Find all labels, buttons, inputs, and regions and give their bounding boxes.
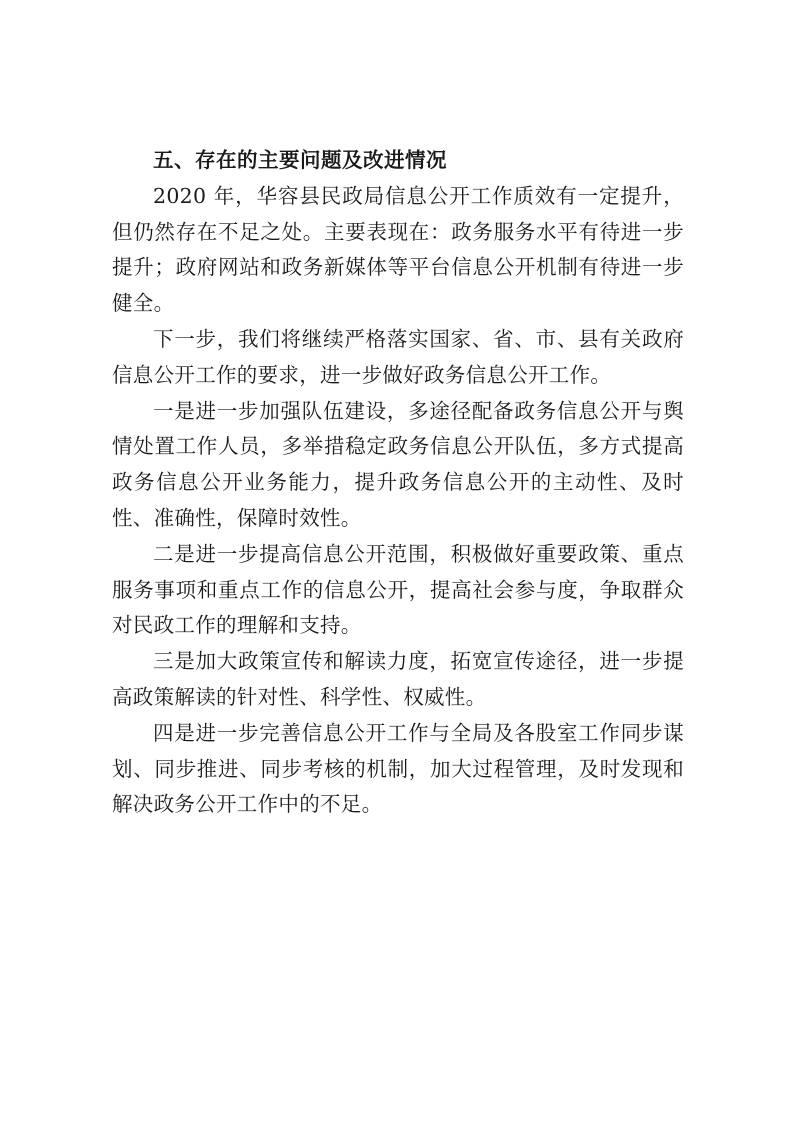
paragraph-item-4: 四是进一步完善信息公开工作与全局及各股室工作同步谋划、同步推进、同步考核的机制，加大过程管理，及时发现和解决政务公开工作中的不足。 <box>112 720 684 817</box>
paragraph-item-1: 一是进一步加强队伍建设，多途径配备政务信息公开与舆情处置工作人员，多举措稳定政务信息公开队伍，多方式提高政务信息公开业务能力，提升政务信息公开的主动性、及时性、准确性，保障时效性。 <box>112 398 684 530</box>
paragraph-item-3: 三是加大政策宣传和解读力度，拓宽宣传途径，进一步提高政策解读的针对性、科学性、权威性。 <box>112 649 684 709</box>
paragraph-item-2: 二是进一步提高信息公开范围，积极做好重要政策、重点服务事项和重点工作的信息公开，提高社会参与度，争取群众对民政工作的理解和支持。 <box>112 541 684 638</box>
section-heading: 五、存在的主要问题及改进情况 <box>153 148 447 172</box>
paragraph-overview: 2020 年，华容县民政局信息公开工作质效有一定提升，但仍然存在不足之处。主要表现在：政务服务水平有待进一步提升；政府网站和政务新媒体等平台信息公开机制有待进一步健全。 <box>112 183 684 316</box>
paragraph-next-step: 下一步，我们将继续严格落实国家、省、市、县有关政府信息公开工作的要求，进一步做好政务信息公开工作。 <box>112 326 684 387</box>
document-body <box>112 143 684 823</box>
